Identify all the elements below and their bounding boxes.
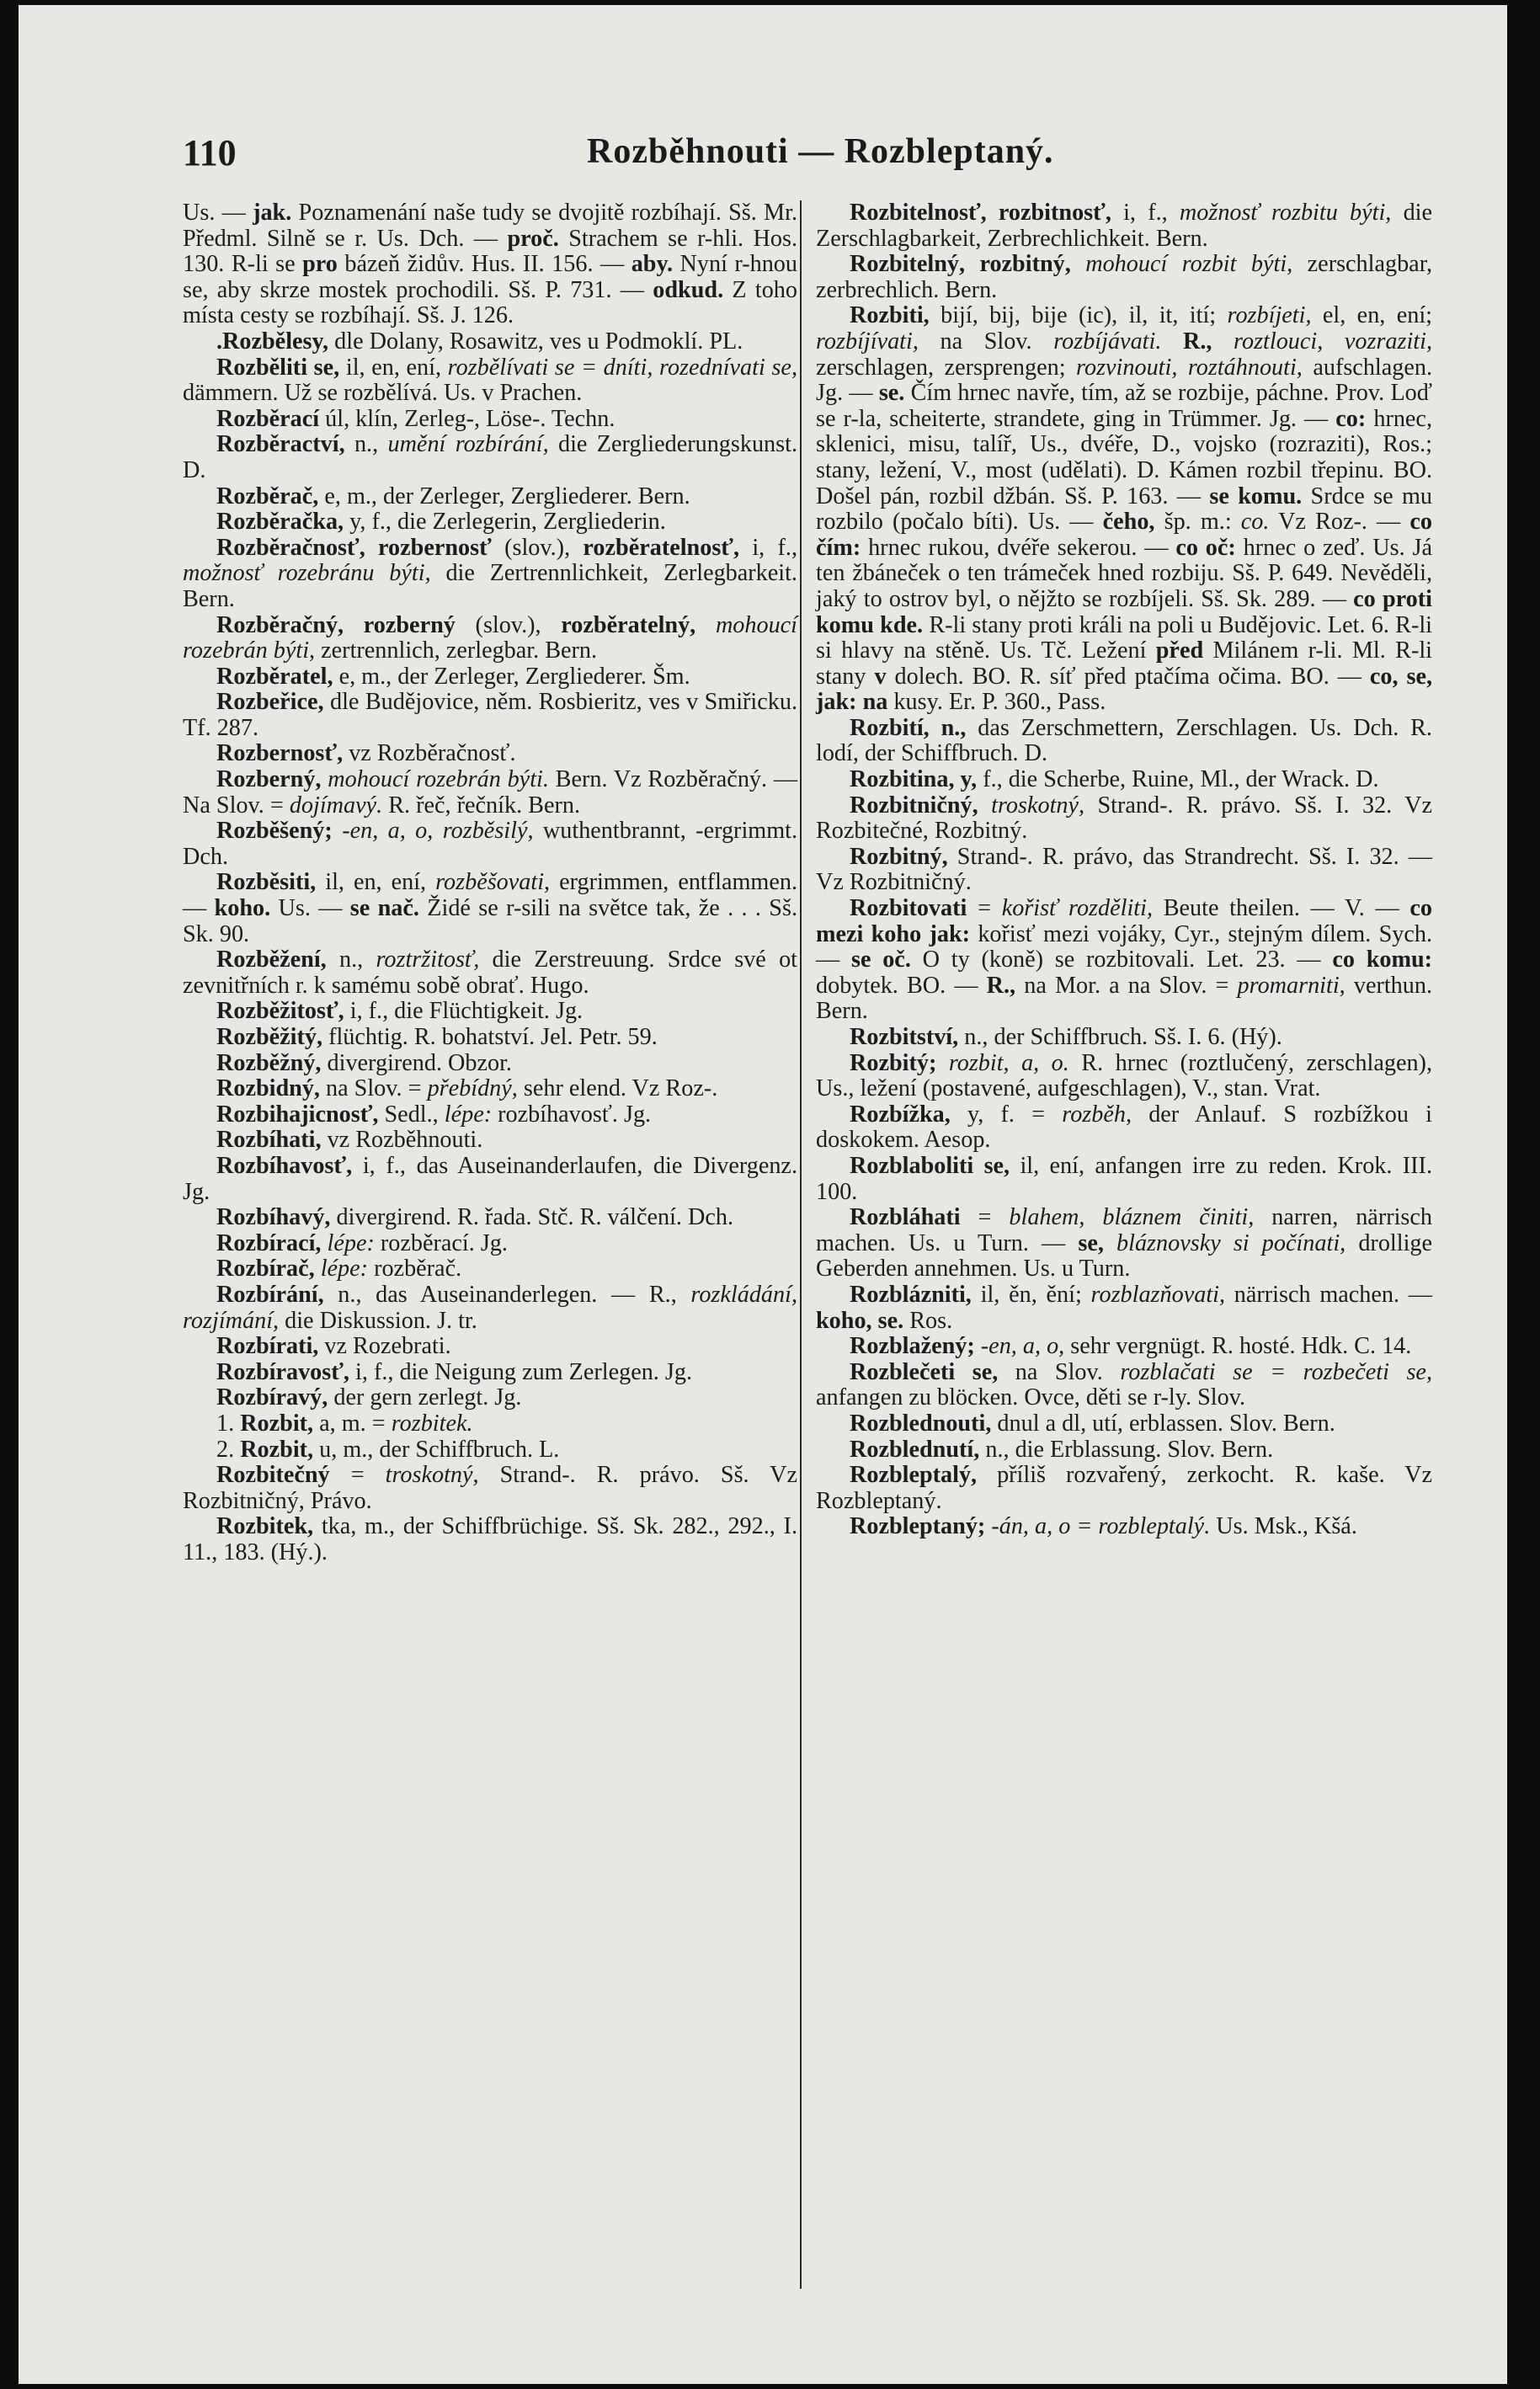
dictionary-entry — [183, 1360, 797, 1386]
headword-text: Rozbitničný, — [850, 792, 978, 819]
headword-text: Rozběžný, — [216, 1049, 322, 1076]
dictionary-entry — [816, 1437, 1432, 1464]
entry-text: n., der Schiffbruch. Sš. I. 6. (Hý). — [958, 1024, 1282, 1050]
entry-text: n., — [344, 431, 388, 458]
entry-text: zerschlagen, zersprengen; — [816, 354, 1077, 381]
italic-text: rozbělívati se = dníti, rozednívati se, — [447, 354, 797, 381]
headword-text: Rozbírání, — [216, 1281, 324, 1308]
headword-text: Rozblázniti, — [850, 1281, 972, 1308]
dictionary-entry — [183, 1385, 797, 1411]
entry-text: i, f., — [1111, 200, 1180, 226]
headword-text: Rozbírací, — [216, 1229, 322, 1256]
entry-text — [321, 1230, 327, 1256]
entry-text: el, en, ení; — [1311, 302, 1432, 329]
entry-text: příliš rozvařený, zerkocht. R. kaše. Vz Rozbleptaný. — [816, 1462, 1432, 1514]
dictionary-entry — [816, 1411, 1432, 1437]
entry-text: sehr elend. Vz Roz-. — [517, 1075, 718, 1102]
dictionary-entry — [183, 1256, 797, 1282]
entry-text: rozbíhavosť. Jg. — [492, 1101, 652, 1128]
entry-text: i, f., die Neigung zum Zerlegen. Jg. — [349, 1358, 693, 1385]
italic-text: troskotný, — [991, 792, 1085, 819]
italic-text: lépe: — [327, 1229, 375, 1256]
italic-text: mohoucí rozebrán býti, — [183, 611, 798, 664]
dictionary-entry — [816, 1154, 1432, 1205]
italic-text: promarniti, — [1237, 972, 1346, 999]
headword-text: Rozbiti, — [850, 302, 930, 329]
entry-text: hrnec o zeď. Us. Já ten žbáneček o ten trámeček hned rozbiju. Sš. P. 649. Nevěděli, jaký to ostrov byl, o nějžto se rozbíjeli. Sš. Sk. 289. — — [816, 534, 1432, 612]
entry-text: n., — [326, 947, 376, 973]
entry-text: Srdce se mu rozbilo (počalo bíti). Us. — — [816, 483, 1432, 536]
entry-text: drollige Geberden annehmen. Us. u Turn. — [816, 1229, 1433, 1282]
headword-text: čeho, — [1102, 509, 1155, 536]
entry-text: = — [329, 1462, 386, 1489]
entry-text: na Slov. — [998, 1358, 1121, 1385]
headword-text: Rozbitelnosť, rozbitnosť, — [850, 200, 1111, 226]
headword-text: Rozběračnosť, rozbernosť — [216, 534, 492, 561]
headword-text: rozběratelný, — [561, 611, 696, 638]
italic-text: přebídný, — [427, 1075, 518, 1102]
dictionary-entry — [816, 767, 1432, 793]
dictionary-entry — [816, 200, 1432, 252]
headword-text: Rozberný, — [216, 766, 322, 793]
dictionary-entry — [816, 896, 1432, 1025]
italic-text: rozblačati se = rozbečeti se, — [1120, 1358, 1432, 1385]
italic-text: rozblazňovati, — [1090, 1281, 1226, 1308]
entry-text: y, f. = — [950, 1101, 1063, 1128]
entry-text: kořisť mezi vojáky, Cyr., stejným dílem. Sych. — — [816, 920, 1432, 973]
entry-text: R. hrnec (roztlučený, zerschlagen), Us., ležení (postavené, aufgeschlagen), V., stan. Vrat. — [816, 1049, 1432, 1102]
dictionary-entry — [816, 1514, 1432, 1540]
dictionary-entry — [183, 1025, 797, 1051]
entry-text: dnul a dl, utí, erblassen. Slov. Bern. — [991, 1410, 1335, 1437]
headword-text: Rozběsiti, — [216, 869, 317, 896]
dictionary-entry — [816, 845, 1432, 896]
right-column — [816, 200, 1432, 1540]
entry-text: das Zerschmettern, Zerschlagen. Us. Dch. R. lodí, der Schiffbruch. D. — [816, 714, 1432, 767]
dictionary-entry — [183, 1205, 797, 1231]
headword-text: Rozbitek, — [216, 1513, 314, 1540]
headword-text: Rozbíhavosť, — [216, 1152, 353, 1179]
dictionary-entry — [183, 819, 797, 870]
dictionary-entry — [816, 1025, 1432, 1051]
entry-text: n., die Erblassung. Slov. Bern. — [979, 1436, 1274, 1463]
dictionary-entry — [816, 303, 1432, 716]
headword-text: Rozbíravosť, — [216, 1358, 349, 1385]
headword-text: Rozběžitosť, — [216, 998, 344, 1025]
entry-text: f., die Scherbe, Ruine, Ml., der Wrack. D. — [977, 766, 1379, 793]
entry-text: rozběrač. — [368, 1256, 462, 1282]
dictionary-entry — [816, 1334, 1432, 1360]
dictionary-entry — [183, 999, 797, 1025]
entry-text: Strand-. R. právo. Sš. I. 32. Vz Rozbitečné, Rozbitný. — [816, 792, 1432, 845]
entry-text: Us. — — [270, 895, 350, 922]
headword-text: Rozběžení, — [216, 947, 327, 973]
headword-text: Rozběliti se, — [216, 354, 340, 381]
dictionary-entry — [183, 1128, 797, 1154]
headword-text: Rozbleptalý, — [850, 1462, 978, 1489]
entry-text: hrnec rukou, dvéře sekerou. — — [861, 534, 1176, 561]
headword-text: Rozbížka, — [850, 1101, 951, 1128]
entry-text: flüchtig. R. bohatství. Jel. Petr. 59. — [322, 1024, 658, 1050]
entry-text: vz Rozběračnosť. — [343, 740, 516, 767]
headword-text: R., — [986, 972, 1016, 999]
italic-text: lépe: — [444, 1101, 493, 1128]
entry-text: il, ěn, ění; — [971, 1281, 1091, 1308]
italic-text: rozkládání, rozjímání, — [183, 1281, 797, 1334]
entry-text: vz Rozběhnouti. — [321, 1127, 483, 1154]
dictionary-entry — [183, 1334, 797, 1360]
column-divider — [800, 200, 802, 2289]
headword-text: Rozbitina, y, — [850, 766, 978, 793]
headword-text: Rozběračný, rozberný — [216, 611, 456, 638]
dictionary-entry — [183, 432, 797, 483]
italic-text: dojímavý. — [289, 792, 383, 819]
headword-text: Rozbitství, — [850, 1024, 959, 1050]
entry-text: ergrimmen, entflammen. — — [183, 869, 797, 922]
headword-text: Rozbitovati — [850, 895, 967, 922]
entry-text — [315, 1256, 321, 1282]
entry-text — [1104, 1230, 1116, 1256]
page-number: 110 — [183, 132, 237, 173]
headword-text: .Rozbělesy, — [216, 328, 329, 355]
headword-text: Rozbit, — [240, 1436, 314, 1463]
entry-text: Beute theilen. — V. — — [1153, 895, 1410, 922]
dictionary-entry — [183, 1437, 797, 1464]
dictionary-entry — [183, 1076, 797, 1102]
entry-text: tka, m., der Schiffbrüchige. Sš. Sk. 282., 292., I. 11., 183. (Hý.). — [183, 1513, 797, 1565]
headword-text: se nač. — [349, 895, 419, 922]
headword-text: Rozbit, — [240, 1410, 314, 1437]
entry-text: = — [967, 895, 1002, 922]
entry-text: il, en, ení, — [316, 869, 436, 896]
italic-text: -en, a, o, rozběsilý, — [342, 818, 534, 845]
entry-text: verthun. Bern. — [816, 972, 1432, 1025]
entry-text: vz Rozebrati. — [318, 1333, 451, 1360]
entry-text: i, f., das Auseinanderlaufen, die Divergenz. Jg. — [183, 1152, 797, 1205]
entry-text — [975, 1333, 981, 1359]
entry-text: rozběrací. Jg. — [374, 1229, 508, 1256]
italic-text: blahem, bláznem činiti, — [1009, 1204, 1255, 1231]
headword-text: co čím: — [816, 509, 1432, 561]
headword-text: Rozbeřice, — [216, 689, 324, 716]
entry-text: na Slov. = — [319, 1075, 428, 1102]
italic-text: rozbit, a, o. — [948, 1049, 1069, 1076]
headword-text: Rozbíravý, — [216, 1384, 328, 1411]
dictionary-entry — [183, 767, 797, 819]
headword-text: co, se, jak: — [816, 663, 1432, 716]
headword-text: koho. — [214, 895, 271, 922]
entry-text: kusy. Er. P. 360., Pass. — [887, 689, 1106, 716]
headword-text: Rozbihajicnosť, — [216, 1101, 379, 1128]
headword-text: v — [874, 663, 887, 690]
headword-text: před — [1155, 637, 1204, 664]
italic-text: roztržitosť, — [376, 947, 480, 973]
dictionary-entry — [816, 1282, 1432, 1334]
headword-text: se, — [1078, 1229, 1104, 1256]
headword-text: R., — [1182, 328, 1212, 355]
entry-text: bázeň židův. Hus. II. 156. — — [337, 251, 631, 278]
italic-text: rozběh, — [1062, 1101, 1132, 1128]
entry-text: der gern zerlegt. Jg. — [328, 1384, 522, 1411]
entry-text: anfangen zu blöcken. Ovce, děti se r-ly. Slov. — [816, 1384, 1246, 1411]
dictionary-entry — [183, 355, 797, 407]
entry-text: dle Dolany, Rosawitz, ves u Podmoklí. PL. — [328, 328, 743, 355]
entry-text — [695, 612, 716, 638]
entry-text: Strand-. R. právo. Sš. Vz Rozbitničný, Právo. — [183, 1462, 797, 1514]
dictionary-entry — [816, 1102, 1432, 1154]
italic-text: lépe: — [320, 1256, 369, 1282]
entry-text: hrnec, sklenici, misu, talíř, Us., dvéře, D., vojsko (rozraziti), Ros.; stany, ležení, V., most (udělati). D. Kámen rozbil třepinu. BO. Došel pán, rozbil džbán. Sš. P. 163. — — [816, 405, 1432, 509]
entry-text: Us. Msk., Kšá. — [1210, 1513, 1357, 1540]
italic-text: mohoucí rozbit býti, — [1085, 251, 1293, 278]
entry-text: närrisch machen. — — [1225, 1281, 1432, 1308]
italic-text: rozbíjívati, — [816, 328, 919, 355]
headword-text: Rozběrací — [216, 405, 320, 432]
dictionary-entry — [816, 1051, 1432, 1102]
entry-text: Us. — — [183, 200, 253, 226]
dictionary-entry — [183, 484, 797, 510]
entry-text: 1. — [216, 1410, 241, 1437]
dictionary-entry — [183, 407, 797, 433]
headword-text: Rozblečeti se, — [850, 1358, 999, 1385]
headword-text: koho, se. — [816, 1307, 904, 1334]
headword-text: Rozbití, n., — [850, 714, 967, 741]
entry-text: = — [960, 1204, 1010, 1231]
entry-text: zertrennlich, zerlegbar. Bern. — [315, 637, 598, 664]
headword-text: co proti komu kde. — [816, 585, 1432, 638]
entry-text: 2. — [216, 1436, 241, 1463]
italic-text: co. — [1240, 509, 1270, 536]
headword-text: Rozběratel, — [216, 663, 333, 690]
entry-text: die Zerschlagbarkeit, Zerbrechlichkeit. Bern. — [816, 200, 1433, 252]
entry-text — [857, 689, 863, 715]
dictionary-entry — [183, 947, 797, 999]
entry-text: die Zergliederungskunst. D. — [183, 431, 797, 483]
entry-text: Židé se r-sili na světce tak, že . . . Sš. Sk. 90. — [183, 895, 798, 947]
headword-text: Rozběračka, — [216, 509, 344, 536]
entry-text: divergirend. Obzor. — [321, 1049, 512, 1076]
italic-text: -án, a, o = rozbleptalý. — [991, 1513, 1211, 1540]
dictionary-entry — [183, 200, 797, 329]
dictionary-entry — [183, 870, 797, 947]
headword-text: Rozběšený; — [216, 818, 333, 845]
entry-text: a, m. = — [313, 1410, 392, 1437]
italic-text: rozbíjávati. — [1053, 328, 1162, 355]
entry-text: i, f., die Flüchtigkeit. Jg. — [344, 998, 583, 1025]
dictionary-entry — [183, 741, 797, 767]
dictionary-entry — [183, 1514, 797, 1565]
dictionary-entry — [816, 1205, 1432, 1282]
headword-text: Rozbírati, — [216, 1333, 319, 1360]
headword-text: Rozběrač, — [216, 483, 319, 509]
dictionary-entry — [183, 509, 797, 536]
entry-text: Čím hrnec navře, tím, až se rozbije, páchne. Prov. Loď se r-la, scheiterte, strandete, ging in Trümmer. Jg. — — [816, 380, 1432, 432]
dictionary-entry — [183, 1463, 797, 1514]
headword-text: pro — [302, 251, 338, 278]
headword-text: Rozblednouti, — [850, 1410, 992, 1437]
left-column — [183, 200, 797, 1565]
italic-text: rozbitek. — [391, 1410, 473, 1437]
dictionary-entry — [183, 690, 797, 741]
dictionary-entry — [183, 1231, 797, 1257]
headword-text: odkud. — [653, 276, 724, 303]
headword-text: Rozblaboliti se, — [850, 1152, 1010, 1179]
italic-text: kořisť rozděliti, — [1001, 895, 1153, 922]
headword-text: Rozbitelný, rozbitný, — [850, 251, 1071, 278]
headword-text: Rozbíhati, — [216, 1127, 322, 1154]
italic-text: bláznovsky si počínati, — [1116, 1229, 1346, 1256]
headword-text: co oč: — [1175, 534, 1236, 561]
headword-text: Rozbíhavý, — [216, 1204, 331, 1231]
entry-text — [978, 792, 991, 819]
entry-text: der Anlauf. S rozbížkou i doskokem. Aesop. — [816, 1101, 1432, 1154]
entry-text: Z toho místa cesty se rozbíhají. Sš. J. 126. — [183, 276, 797, 329]
dictionary-entry — [183, 1102, 797, 1128]
dictionary-entry — [183, 1282, 797, 1334]
headword-text: proč. — [507, 225, 559, 252]
headword-text: Rozblednutí, — [850, 1436, 980, 1463]
entry-text: die Zerstreuung. Srdce své ot zevnitřních r. k samému sobě obrať. Hugo. — [183, 947, 798, 999]
italic-text: roztlouci, vozraziti, — [1234, 328, 1433, 355]
entry-text: n., das Auseinanderlegen. — R., — [323, 1281, 691, 1308]
entry-text: dobytek. BO. — — [816, 972, 987, 999]
entry-text — [333, 818, 342, 844]
entry-text: bijí, bij, bije (ic), il, it, ití; — [929, 302, 1228, 329]
entry-text: dolech. BO. R. síť před ptačíma očima. BO. — — [886, 663, 1370, 690]
headword-text: Rozblažený; — [850, 1333, 975, 1360]
entry-text: Bern. Vz Rozběračný. — Na Slov. = — [183, 766, 798, 819]
headword-text: rozběratelnosť, — [583, 534, 740, 561]
dictionary-entry — [183, 613, 797, 664]
entry-text: il, ení, anfangen irre zu reden. Krok. III. 100. — [816, 1152, 1432, 1205]
entry-text — [1212, 328, 1234, 355]
headword-text: Rozbitý; — [850, 1049, 937, 1076]
italic-text: umění rozbírání, — [387, 431, 549, 458]
dictionary-entry — [183, 1154, 797, 1205]
italic-text: rozvinouti, roztáhnouti, — [1076, 354, 1303, 381]
dictionary-entry — [183, 664, 797, 691]
italic-text: možnosť rozbitu býti, — [1179, 200, 1392, 226]
entry-text: Ros. — [903, 1307, 953, 1334]
entry-text: na Slov. — [918, 328, 1054, 355]
headword-text: jak. — [253, 200, 292, 226]
dictionary-entry — [816, 793, 1432, 845]
headword-text: Rozbidný, — [216, 1075, 320, 1102]
entry-text: dämmern. Už se rozbělívá. Us. v Prachen. — [183, 380, 583, 407]
entry-text: úl, klín, Zerleg-, Löse-. Techn. — [319, 405, 615, 432]
entry-text: i, f., — [739, 534, 798, 561]
headword-text: co komu: — [1332, 947, 1433, 973]
dictionary-entry — [816, 1360, 1432, 1411]
headword-text: Rozbírač, — [216, 1256, 315, 1282]
entry-text: divergirend. R. řada. Stč. R. válčení. Dch. — [330, 1204, 734, 1231]
entry-text: Sedl., — [378, 1101, 445, 1128]
entry-text: u, m., der Schiffbruch. L. — [313, 1436, 560, 1463]
headword-text: co mezi koho jak: — [816, 895, 1433, 947]
headword-text: Rozbleptaný; — [850, 1513, 986, 1540]
entry-text: die Zertrennlichkeit, Zerlegbarkeit. Bern. — [183, 560, 797, 612]
entry-text — [1071, 251, 1085, 277]
entry-text: na Mor. a na Slov. = — [1015, 972, 1238, 999]
entry-text: zerschlagbar, zerbrechlich. Bern. — [816, 251, 1432, 303]
dictionary-entry — [816, 1463, 1432, 1514]
dictionary-entry — [816, 252, 1432, 303]
entry-text — [936, 1050, 948, 1076]
entry-text: dle Budějovice, něm. Rosbieritz, ves v Smiřicku. Tf. 287. — [183, 689, 797, 741]
entry-text: narren, närrisch machen. Us. u Turn. — — [816, 1204, 1432, 1256]
entry-text: (slov.), — [491, 534, 583, 561]
entry-text: sehr vergnügt. R. hosté. Hdk. C. 14. — [1064, 1333, 1412, 1360]
entry-text: aufschlagen. Jg. — — [816, 354, 1432, 407]
italic-text: rozbíjeti, — [1227, 302, 1312, 329]
entry-text: Strachem se r-hli. Hos. 130. R-li se — [183, 225, 798, 278]
italic-text: troskotný, — [385, 1462, 479, 1489]
entry-text: il, en, ení, — [339, 354, 448, 381]
headword-text: co: — [1335, 405, 1367, 432]
entry-text: e, m., der Zerleger, Zergliederer. Šm. — [333, 663, 690, 690]
entry-text: Strand-. R. právo, das Strandrecht. Sš. I. 32. — Vz Rozbitničný. — [816, 843, 1432, 896]
headword-text: se komu. — [1209, 483, 1303, 509]
headword-text: Rozbitečný — [216, 1462, 330, 1489]
entry-text: R-li stany proti králi na poli u Budějovic. Let. 6. R-li si hlavy na stěně. Us. Tč. Ležení — [816, 611, 1432, 664]
dictionary-entry — [183, 1411, 797, 1437]
entry-text: Vz Roz-. — — [1269, 509, 1410, 536]
italic-text: rozběšovati, — [435, 869, 551, 896]
headword-text: aby. — [631, 251, 674, 278]
headword-text: Rozběractví, — [216, 431, 345, 458]
dictionary-entry — [183, 329, 797, 355]
entry-text: wuthentbrannt, -ergrimmt. Dch. — [183, 818, 798, 870]
headword-text: Rozběžitý, — [216, 1024, 323, 1050]
headword-text: Rozbitný, — [850, 843, 948, 870]
dictionary-entry — [816, 716, 1432, 767]
entry-text: y, f., die Zerlegerin, Zergliederin. — [344, 509, 666, 536]
headword-text: Rozbláhati — [850, 1204, 961, 1231]
headword-text: na — [862, 689, 888, 716]
italic-text: možnosť rozebránu býti, — [183, 560, 431, 587]
headword-text: Rozbernosť, — [216, 740, 344, 767]
headword-text: se. — [878, 380, 905, 407]
italic-text: mohoucí rozebrán býti. — [328, 766, 549, 793]
dictionary-entry — [183, 536, 797, 613]
dictionary-page — [19, 5, 1507, 2384]
entry-text: Milánem r-li. Ml. R-li stany — [816, 637, 1432, 690]
entry-text: Poznamenání naše tudy se dvojitě rozbíhají. Sš. Mr. Předml. Silně se r. Us. Dch. — — [183, 200, 798, 252]
italic-text: -en, a, o, — [980, 1333, 1065, 1360]
entry-text: šp. m.: — [1154, 509, 1241, 536]
entry-text — [1161, 328, 1183, 355]
entry-text: Nyní r-hnou se, aby skrze mostek prochodili. Sš. P. 731. — — [183, 251, 797, 303]
entry-text: (slov.), — [455, 611, 562, 638]
dictionary-entry — [183, 1051, 797, 1077]
headword-text: se oč. — [850, 947, 911, 973]
entry-text: die Diskussion. J. tr. — [279, 1307, 477, 1334]
running-head: Rozběhnouti — Rozbleptaný. — [587, 132, 1054, 171]
entry-text: O ty (koně) se rozbitovali. Let. 23. — — [910, 947, 1333, 973]
page-header — [183, 131, 1419, 182]
entry-text: R. řeč, řečník. Bern. — [382, 792, 581, 819]
entry-text: e, m., der Zerleger, Zergliederer. Bern. — [318, 483, 690, 509]
